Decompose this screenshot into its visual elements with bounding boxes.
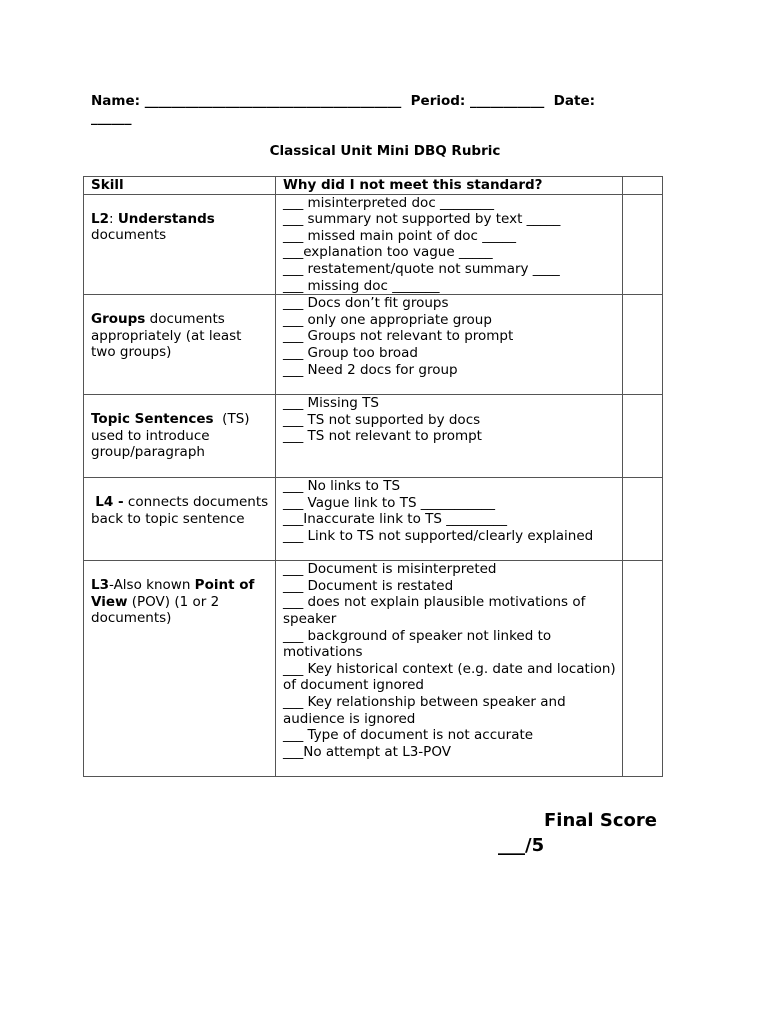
reason-item: ___No attempt at L3-POV [282,743,451,760]
name-field-label: Name: ______________________________________ [91,93,402,109]
score-cell[interactable] [623,194,663,295]
reason-item: ___ misinterpreted doc ________ [282,194,495,211]
reason-item: ___ restatement/quote not summary ____ [282,260,560,277]
skill-text: (TS) used to introduce group/paragraph [91,411,254,461]
reason-item: ___ No links to TS [282,478,401,495]
period-field-label: Period: ___________ [410,93,545,109]
date-field-label: Date: [553,93,595,109]
student-info-line [91,93,681,127]
reasons-cell [275,194,622,295]
reason-item: ___ TS not relevant to prompt [282,428,482,445]
skill-keyword: Topic Sentences [91,411,214,428]
reason-item: ___ Document is restated [282,577,454,594]
reason-item: ___ summary not supported by text _____ [282,211,561,228]
skill-cell [84,478,276,561]
rubric-table [83,176,663,777]
score-cell[interactable] [623,395,663,478]
skill-cell [84,295,276,395]
score-cell[interactable] [623,478,663,561]
final-score-value: ___/5 [498,835,545,856]
final-score-label: Final Score [544,810,657,831]
skill-text: (POV) (1 or 2 documents) [91,593,220,627]
skill-keyword: Understands [117,210,215,227]
reasons-cell [275,295,622,395]
reasons-cell [275,395,622,478]
skill-text: documents [91,227,167,244]
reason-item: ___ missing doc _______ [282,277,440,294]
reason-item: ___ Group too broad [282,344,418,361]
reason-item: ___ background of speaker not linked to motivations [282,627,552,661]
reason-item: ___explanation too vague _____ [282,244,493,261]
skill-keyword: Groups [91,311,146,328]
reasons-cell [275,478,622,561]
reason-item: ___ Key relationship between speaker and audience is ignored [282,693,566,727]
skill-cell [84,194,276,295]
skill-keyword: Point of View [91,577,255,610]
table-row [84,561,663,777]
skill-level: L2 [91,210,109,227]
skill-text: documents appropriately (at least two groups) [91,311,242,361]
page-title: Classical Unit Mini DBQ Rubric [269,143,501,159]
reason-item: ___Inaccurate link to TS _________ [282,511,508,528]
skill-cell [84,395,276,478]
reason-item: ___ Missing TS [282,395,379,412]
table-row [84,478,663,561]
reason-item: ___ Key historical context (e.g. date and location) of document ignored [282,660,616,694]
reason-item: ___ Document is misinterpreted [282,561,497,578]
score-cell[interactable] [623,295,663,395]
skill-cell [84,561,276,777]
reason-item: ___ does not explain plausible motivations of speaker [282,594,586,627]
reason-item: ___ Docs don’t fit groups [282,295,449,312]
skill-text: -Also known [109,577,195,594]
header-skill: Skill [84,177,276,195]
reasons-cell [275,561,622,777]
final-score [498,808,678,858]
skill-text: : [109,210,118,227]
score-cell[interactable] [623,561,663,777]
reason-item: ___ Link to TS not supported/clearly explained [282,527,594,544]
reason-item: ___ Groups not relevant to prompt [282,328,514,345]
header-score [623,177,663,195]
reason-item: ___ Need 2 docs for group [282,361,458,378]
date-blank: ______ [91,110,132,126]
reason-item: ___ Type of document is not accurate [282,727,534,744]
table-header-row [84,177,663,195]
reason-item: ___ only one appropriate group [282,311,492,328]
table-row [84,395,663,478]
reason-item: ___ TS not supported by docs [282,411,481,428]
table-row [84,295,663,395]
header-why: Why did I not meet this standard? [275,177,622,195]
skill-level: L4 - [95,494,124,511]
table-row [84,194,663,295]
reason-item: ___ missed main point of doc _____ [282,227,516,244]
reason-item: ___ Vague link to TS ___________ [282,494,496,511]
skill-text: connects documents back to topic sentence [91,494,269,527]
skill-level: L3 [91,577,109,594]
